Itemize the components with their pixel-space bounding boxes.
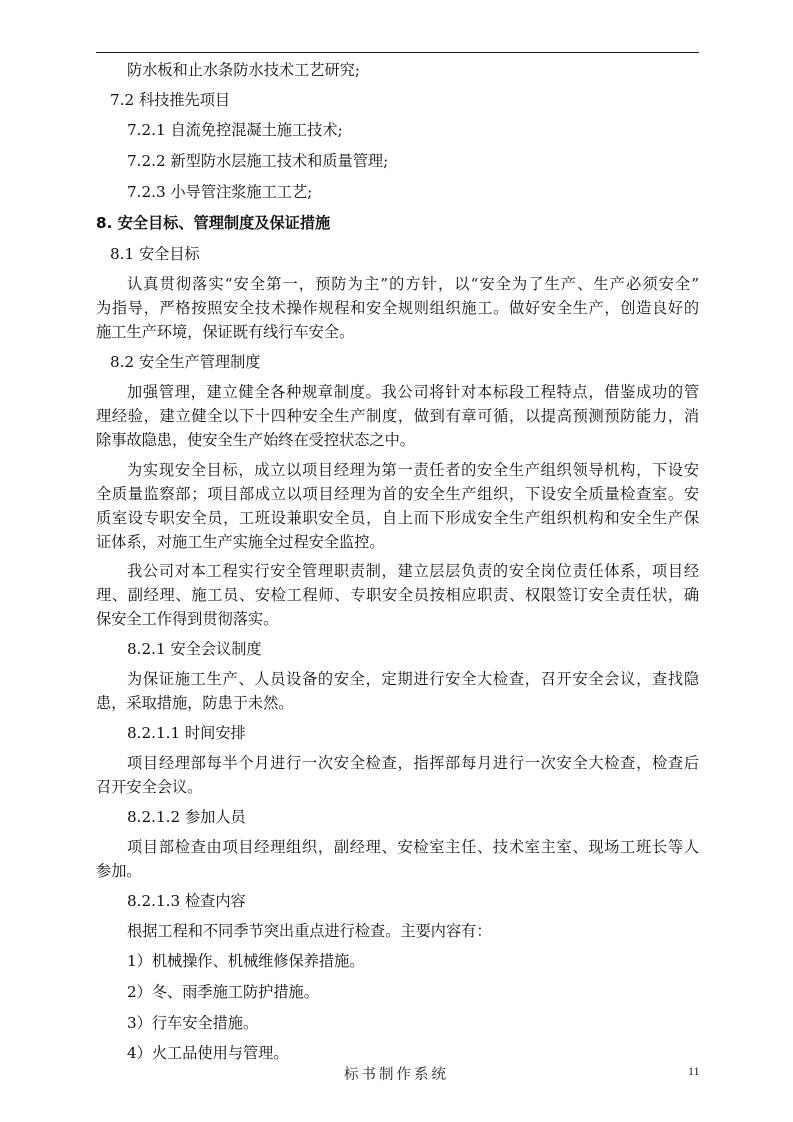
paragraph-line: 为指导，严格按照安全技术操作规程和安全规则组织施工。做好安全生产，创造良好的 (96, 299, 699, 317)
paragraph-line: 保安全工作得到贯彻落实。 (96, 610, 279, 628)
list-item: 3）行车安全措施。 (127, 1014, 259, 1032)
header-rule (96, 52, 699, 53)
footer-title: 标书制作系统 (344, 1067, 449, 1083)
paragraph-line: 患，采取措施，防患于未然。 (96, 694, 294, 712)
section-heading: 8.1 安全目标 (110, 245, 200, 263)
paragraph-line: 召开安全会议。 (96, 778, 203, 796)
paragraph-line: 理经验，建立健全以下十四种安全生产制度，做到有章可循，以提高预测预防能力，消 (96, 407, 699, 425)
paragraph-line: 参加。 (96, 862, 142, 880)
paragraph-line: 全质量监察部；项目部成立以项目经理为首的安全生产组织，下设安全质量检查室。安 (96, 485, 699, 503)
list-item: 7.2.1 自流免控混凝土施工技术; (127, 121, 343, 139)
paragraph-line: 根据工程和不同季节突出重点进行检查。主要内容有： (127, 922, 492, 940)
section-heading: 8.2.1 安全会议制度 (127, 640, 262, 658)
paragraph-line: 项目经理部每半个月进行一次安全检查，指挥部每月进行一次安全大检查，检查后 (127, 754, 699, 772)
paragraph-line: 质室设专职安全员，工班设兼职安全员，自上而下形成安全生产组织机构和安全生产保 (96, 509, 699, 527)
list-item: 4）火工品使用与管理。 (127, 1044, 289, 1062)
section-heading: 8.2.1.3 检查内容 (127, 892, 246, 910)
paragraph-line: 施工生产环境，保证既有线行车安全。 (96, 323, 355, 341)
list-item: 7.2.3 小导管注浆施工工艺; (127, 183, 313, 201)
page-number: 11 (688, 1064, 700, 1078)
section-heading: 8.2 安全生产管理制度 (110, 353, 261, 371)
paragraph-line: 认真贯彻落实“安全第一，预防为主”的方针，以“安全为了生产、生产必须安全” (127, 275, 699, 293)
section-heading: 7.2 科技推先项目 (110, 91, 231, 109)
paragraph-line: 加强管理，建立健全各种规章制度。我公司将针对本标段工程特点，借鉴成功的管 (127, 383, 699, 401)
paragraph-line: 理、副经理、施工员、安检工程师、专职安全员按相应职责、权限签订安全责任状，确 (96, 586, 699, 604)
paragraph-line: 为保证施工生产、人员设备的安全，定期进行安全大检查，召开安全会议，查找隐 (127, 670, 699, 688)
section-heading: 8.2.1.2 参加人员 (127, 808, 246, 826)
section-heading: 8.2.1.1 时间安排 (127, 724, 246, 742)
list-item: 1）机械操作、机械维修保养措施。 (127, 952, 365, 970)
paragraph-line: 除事故隐患，使安全生产始终在受控状态之中。 (96, 431, 415, 449)
paragraph-line: 防水板和止水条防水技术工艺研究; (127, 61, 360, 79)
list-item: 2）冬、雨季施工防护措施。 (127, 983, 319, 1001)
paragraph-line: 我公司对本工程实行安全管理职责制，建立层层负责的安全岗位责任体系，项目经 (127, 562, 699, 580)
chapter-heading: 8. 安全目标、管理制度及保证措施 (96, 214, 331, 232)
list-item: 7.2.2 新型防水层施工技术和质量管理; (127, 152, 389, 170)
paragraph-line: 为实现安全目标，成立以项目经理为第一责任者的安全生产组织领导机构，下设安 (127, 461, 699, 479)
paragraph-line: 证体系，对施工生产实施全过程安全监控。 (96, 533, 385, 551)
paragraph-line: 项目部检查由项目经理组织，副经理、安检室主任、技术室主室、现场工班长等人 (127, 838, 699, 856)
